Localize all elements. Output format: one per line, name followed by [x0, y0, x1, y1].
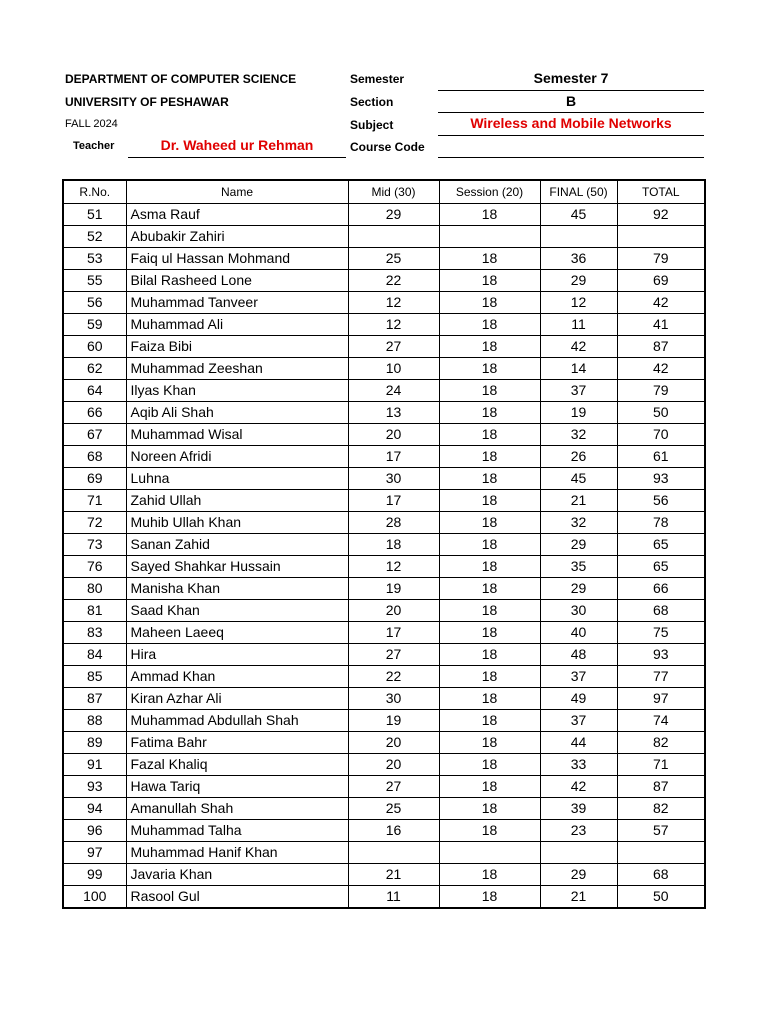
table-row	[63, 622, 705, 644]
final-cell: 12	[540, 292, 617, 314]
roll-number-cell: 53	[63, 248, 126, 270]
total-cell: 61	[617, 446, 705, 468]
table-row	[63, 864, 705, 886]
total-cell: 68	[617, 864, 705, 886]
table-row	[63, 842, 705, 864]
table-row	[63, 732, 705, 754]
final-cell: 29	[540, 864, 617, 886]
total-cell: 50	[617, 886, 705, 909]
roll-number-cell: 76	[63, 556, 126, 578]
session-cell: 18	[439, 732, 540, 754]
mid-cell: 24	[348, 380, 439, 402]
mid-cell: 21	[348, 864, 439, 886]
total-cell: 65	[617, 556, 705, 578]
session-cell	[439, 226, 540, 248]
total-cell: 41	[617, 314, 705, 336]
subject-value: Wireless and Mobile Networks	[470, 115, 672, 131]
department-title: DEPARTMENT OF COMPUTER SCIENCE	[65, 72, 297, 86]
session-cell: 18	[439, 314, 540, 336]
table-row	[63, 820, 705, 842]
mid-cell: 20	[348, 754, 439, 776]
mid-cell: 27	[348, 644, 439, 666]
session-cell: 18	[439, 402, 540, 424]
table-row	[63, 380, 705, 402]
total-cell: 66	[617, 578, 705, 600]
table-row	[63, 776, 705, 798]
session-cell: 18	[439, 446, 540, 468]
final-cell: 37	[540, 666, 617, 688]
total-cell: 70	[617, 424, 705, 446]
roll-number-cell: 66	[63, 402, 126, 424]
student-name-cell: Muhammad Zeeshan	[126, 358, 348, 380]
session-cell: 18	[439, 490, 540, 512]
final-cell: 37	[540, 710, 617, 732]
total-cell: 74	[617, 710, 705, 732]
roll-number-cell: 73	[63, 534, 126, 556]
student-name-cell: Muhammad Ali	[126, 314, 348, 336]
final-cell: 37	[540, 380, 617, 402]
student-name-cell: Hawa Tariq	[126, 776, 348, 798]
session-cell: 18	[439, 864, 540, 886]
roll-number-cell: 64	[63, 380, 126, 402]
student-name-cell: Sanan Zahid	[126, 534, 348, 556]
student-name-cell: Maheen Laeeq	[126, 622, 348, 644]
student-name-cell: Saad Khan	[126, 600, 348, 622]
final-cell: 21	[540, 490, 617, 512]
roll-number-cell: 89	[63, 732, 126, 754]
table-row	[63, 446, 705, 468]
mid-cell: 17	[348, 446, 439, 468]
table-row	[63, 666, 705, 688]
mid-cell: 28	[348, 512, 439, 534]
mid-cell: 12	[348, 556, 439, 578]
mid-cell: 29	[348, 204, 439, 226]
course-code-underline	[438, 157, 704, 158]
roll-number-cell: 80	[63, 578, 126, 600]
total-cell: 79	[617, 248, 705, 270]
session-cell: 18	[439, 710, 540, 732]
final-cell: 49	[540, 688, 617, 710]
student-name-cell: Kiran Azhar Ali	[126, 688, 348, 710]
total-cell: 50	[617, 402, 705, 424]
session-cell: 18	[439, 424, 540, 446]
session-cell: 18	[439, 380, 540, 402]
session-cell: 18	[439, 248, 540, 270]
column-header-final: FINAL (50)	[540, 180, 617, 204]
table-row	[63, 578, 705, 600]
mid-cell: 27	[348, 776, 439, 798]
mid-cell	[348, 842, 439, 864]
session-cell: 18	[439, 468, 540, 490]
final-cell: 42	[540, 336, 617, 358]
mid-cell: 17	[348, 622, 439, 644]
roll-number-cell: 55	[63, 270, 126, 292]
total-cell: 78	[617, 512, 705, 534]
mid-cell: 19	[348, 710, 439, 732]
session-cell: 18	[439, 776, 540, 798]
student-name-cell: Fatima Bahr	[126, 732, 348, 754]
roll-number-cell: 88	[63, 710, 126, 732]
total-cell: 42	[617, 358, 705, 380]
total-cell: 42	[617, 292, 705, 314]
session-cell: 18	[439, 556, 540, 578]
student-name-cell: Aqib Ali Shah	[126, 402, 348, 424]
roll-number-cell: 52	[63, 226, 126, 248]
table-row	[63, 490, 705, 512]
session-cell: 18	[439, 600, 540, 622]
student-name-cell: Faiza Bibi	[126, 336, 348, 358]
mid-cell: 20	[348, 600, 439, 622]
table-row	[63, 688, 705, 710]
final-cell: 11	[540, 314, 617, 336]
mid-cell: 22	[348, 666, 439, 688]
final-cell: 29	[540, 270, 617, 292]
section-label: Section	[350, 95, 394, 109]
university-title: UNIVERSITY OF PESHAWAR	[65, 95, 229, 109]
semester-label: Semester	[350, 72, 405, 86]
student-name-cell: Bilal Rasheed Lone	[126, 270, 348, 292]
table-row	[63, 556, 705, 578]
student-name-cell: Muhammad Wisal	[126, 424, 348, 446]
final-cell: 30	[540, 600, 617, 622]
mid-cell: 11	[348, 886, 439, 909]
total-cell: 82	[617, 798, 705, 820]
student-name-cell: Muhammad Tanveer	[126, 292, 348, 314]
mid-cell: 25	[348, 248, 439, 270]
final-cell: 32	[540, 424, 617, 446]
student-name-cell: Rasool Gul	[126, 886, 348, 909]
roll-number-cell: 56	[63, 292, 126, 314]
final-cell: 39	[540, 798, 617, 820]
session-cell: 18	[439, 666, 540, 688]
student-name-cell: Amanullah Shah	[126, 798, 348, 820]
final-cell: 19	[540, 402, 617, 424]
final-cell: 29	[540, 578, 617, 600]
final-cell	[540, 842, 617, 864]
session-cell: 18	[439, 578, 540, 600]
total-cell: 93	[617, 468, 705, 490]
final-cell: 40	[540, 622, 617, 644]
session-cell: 18	[439, 798, 540, 820]
final-cell: 36	[540, 248, 617, 270]
mid-cell: 20	[348, 424, 439, 446]
mid-cell	[348, 226, 439, 248]
mid-cell: 27	[348, 336, 439, 358]
roll-number-cell: 96	[63, 820, 126, 842]
mid-cell: 13	[348, 402, 439, 424]
final-cell: 29	[540, 534, 617, 556]
mid-cell: 17	[348, 490, 439, 512]
table-row	[63, 424, 705, 446]
roll-number-cell: 71	[63, 490, 126, 512]
semester-value: Semester 7	[533, 70, 609, 86]
table-row	[63, 336, 705, 358]
final-cell: 26	[540, 446, 617, 468]
roll-number-cell: 59	[63, 314, 126, 336]
student-name-cell: Ilyas Khan	[126, 380, 348, 402]
roll-number-cell: 94	[63, 798, 126, 820]
student-name-cell: Hira	[126, 644, 348, 666]
roll-number-cell: 51	[63, 204, 126, 226]
session-cell: 18	[439, 622, 540, 644]
total-cell	[617, 226, 705, 248]
mid-cell: 20	[348, 732, 439, 754]
total-cell: 56	[617, 490, 705, 512]
table-row	[63, 600, 705, 622]
total-cell: 79	[617, 380, 705, 402]
student-name-cell: Muhammad Hanif Khan	[126, 842, 348, 864]
column-header-mid: Mid (30)	[348, 180, 439, 204]
roll-number-cell: 69	[63, 468, 126, 490]
mid-cell: 30	[348, 468, 439, 490]
student-name-cell: Noreen Afridi	[126, 446, 348, 468]
session-cell	[439, 842, 540, 864]
student-name-cell: Muhammad Abdullah Shah	[126, 710, 348, 732]
table-row	[63, 468, 705, 490]
session-cell: 18	[439, 204, 540, 226]
roll-number-cell: 83	[63, 622, 126, 644]
total-cell: 68	[617, 600, 705, 622]
session-cell: 18	[439, 754, 540, 776]
student-name-cell: Abubakir Zahiri	[126, 226, 348, 248]
final-cell: 14	[540, 358, 617, 380]
session-cell: 18	[439, 358, 540, 380]
table-row	[63, 270, 705, 292]
total-cell: 87	[617, 776, 705, 798]
teacher-name: Dr. Waheed ur Rehman	[160, 137, 314, 153]
roll-number-cell: 93	[63, 776, 126, 798]
roll-number-cell: 81	[63, 600, 126, 622]
student-name-cell: Manisha Khan	[126, 578, 348, 600]
final-cell: 48	[540, 644, 617, 666]
final-cell: 35	[540, 556, 617, 578]
mid-cell: 22	[348, 270, 439, 292]
session-cell: 18	[439, 292, 540, 314]
column-header-name: Name	[126, 180, 348, 204]
final-cell: 33	[540, 754, 617, 776]
marks-table	[62, 179, 706, 909]
section-value: B	[565, 93, 577, 109]
mid-cell: 12	[348, 292, 439, 314]
column-header-total: TOTAL	[617, 180, 705, 204]
mid-cell: 19	[348, 578, 439, 600]
table-row	[63, 314, 705, 336]
mid-cell: 16	[348, 820, 439, 842]
session-cell: 18	[439, 886, 540, 909]
subject-label: Subject	[350, 118, 394, 132]
section-underline	[438, 112, 704, 113]
table-row	[63, 226, 705, 248]
student-name-cell: Ammad Khan	[126, 666, 348, 688]
total-cell: 87	[617, 336, 705, 358]
table-header-row	[63, 180, 705, 204]
roll-number-cell: 87	[63, 688, 126, 710]
table-row	[63, 798, 705, 820]
table-row	[63, 358, 705, 380]
session-cell: 18	[439, 512, 540, 534]
column-header-rno: R.No.	[63, 180, 126, 204]
session-cell: 18	[439, 644, 540, 666]
student-name-cell: Muhib Ullah Khan	[126, 512, 348, 534]
final-cell: 21	[540, 886, 617, 909]
total-cell: 77	[617, 666, 705, 688]
roll-number-cell: 85	[63, 666, 126, 688]
total-cell: 71	[617, 754, 705, 776]
roll-number-cell: 72	[63, 512, 126, 534]
session-cell: 18	[439, 820, 540, 842]
table-row	[63, 402, 705, 424]
total-cell: 57	[617, 820, 705, 842]
total-cell	[617, 842, 705, 864]
table-row	[63, 886, 705, 909]
table-row	[63, 512, 705, 534]
mid-cell: 10	[348, 358, 439, 380]
total-cell: 75	[617, 622, 705, 644]
final-cell: 45	[540, 204, 617, 226]
table-row	[63, 204, 705, 226]
roll-number-cell: 97	[63, 842, 126, 864]
table-row	[63, 710, 705, 732]
final-cell: 45	[540, 468, 617, 490]
subject-underline	[438, 135, 704, 136]
roll-number-cell: 91	[63, 754, 126, 776]
final-cell: 23	[540, 820, 617, 842]
mid-cell: 25	[348, 798, 439, 820]
session-cell: 18	[439, 688, 540, 710]
roll-number-cell: 84	[63, 644, 126, 666]
total-cell: 65	[617, 534, 705, 556]
student-name-cell: Muhammad Talha	[126, 820, 348, 842]
student-name-cell: Zahid Ullah	[126, 490, 348, 512]
mid-cell: 12	[348, 314, 439, 336]
course-code-label: Course Code	[350, 140, 425, 154]
student-name-cell: Luhna	[126, 468, 348, 490]
mid-cell: 18	[348, 534, 439, 556]
final-cell: 32	[540, 512, 617, 534]
student-name-cell: Fazal Khaliq	[126, 754, 348, 776]
roll-number-cell: 68	[63, 446, 126, 468]
total-cell: 92	[617, 204, 705, 226]
table-row	[63, 644, 705, 666]
total-cell: 69	[617, 270, 705, 292]
final-cell: 44	[540, 732, 617, 754]
roll-number-cell: 60	[63, 336, 126, 358]
semester-underline	[438, 90, 704, 91]
student-name-cell: Sayed Shahkar Hussain	[126, 556, 348, 578]
total-cell: 93	[617, 644, 705, 666]
final-cell: 42	[540, 776, 617, 798]
table-row	[63, 534, 705, 556]
term-label: FALL 2024	[65, 118, 118, 130]
roll-number-cell: 67	[63, 424, 126, 446]
session-cell: 18	[439, 270, 540, 292]
mid-cell: 30	[348, 688, 439, 710]
roll-number-cell: 99	[63, 864, 126, 886]
teacher-underline	[128, 157, 346, 158]
session-cell: 18	[439, 336, 540, 358]
column-header-session: Session (20)	[439, 180, 540, 204]
final-cell	[540, 226, 617, 248]
roll-number-cell: 62	[63, 358, 126, 380]
student-name-cell: Faiq ul Hassan Mohmand	[126, 248, 348, 270]
student-name-cell: Asma Rauf	[126, 204, 348, 226]
table-row	[63, 248, 705, 270]
table-row	[63, 292, 705, 314]
student-name-cell: Javaria Khan	[126, 864, 348, 886]
total-cell: 82	[617, 732, 705, 754]
roll-number-cell: 100	[63, 886, 126, 909]
session-cell: 18	[439, 534, 540, 556]
teacher-label: Teacher	[73, 140, 115, 152]
table-row	[63, 754, 705, 776]
total-cell: 97	[617, 688, 705, 710]
